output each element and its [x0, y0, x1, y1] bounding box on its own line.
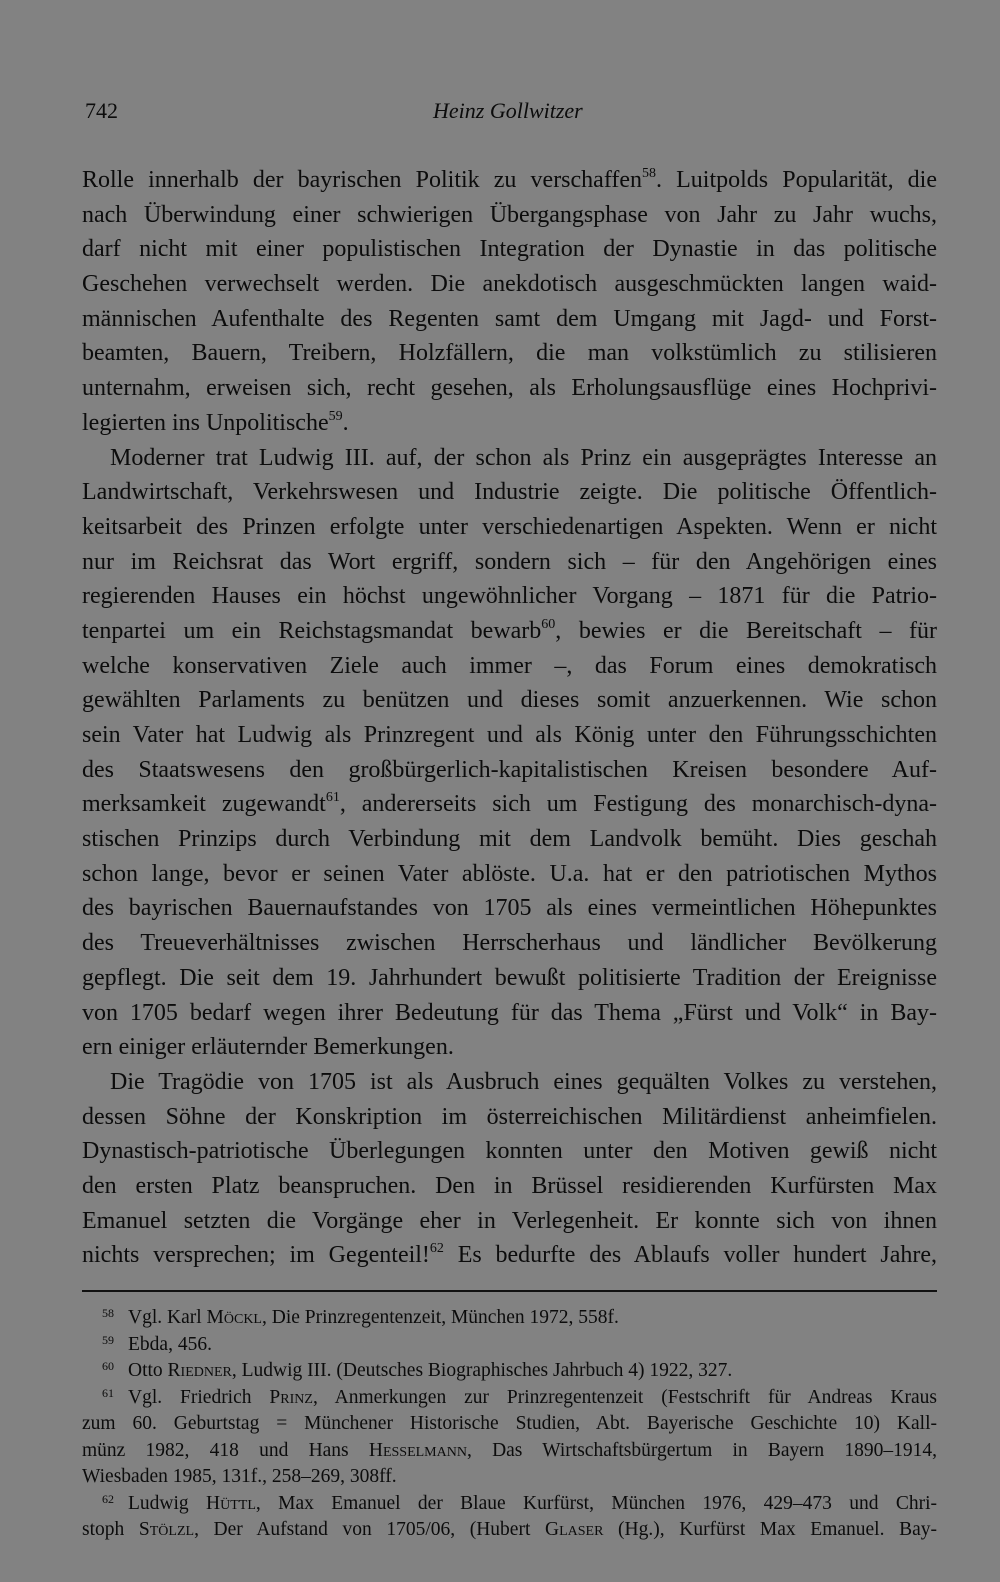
text-line: Dynastisch-patriotische Überlegungen konnten unter den Motiven gewiß nicht	[82, 1138, 937, 1165]
text-line: legierten ins Unpolitische$^{59}$.	[82, 408, 349, 436]
text-line: dessen Söhne der Konskription im österreichischen Militärdienst anheimfielen.	[82, 1103, 937, 1130]
text-line: gewählten Parlaments zu benützen und dieses somit anzuerkennen. Wie schon	[82, 687, 937, 714]
text-line: des bayrischen Bauernaufstandes von 1705 als eines vermeintlichen Höhepunktes	[82, 895, 937, 922]
footnote-rule	[82, 1290, 937, 1292]
text-line: Moderner trat Ludwig III. auf, der schon als Prinz ein ausgeprägtes Interesse an	[110, 444, 937, 471]
text-line: stischen Prinzips durch Verbindung mit dem Landvolk bemüht. Dies geschah	[82, 826, 937, 853]
text-line: sein Vater hat Ludwig als Prinzregent und als König unter den Führungsschichten	[82, 722, 937, 748]
text-line: keitsarbeit des Prinzen erfolgte unter verschiedenartigen Aspekten. Wenn er nicht	[82, 513, 937, 540]
text-line: von 1705 bedarf wegen ihrer Bedeutung für das Thema „Fürst und Volk“ in Bay-	[82, 999, 937, 1026]
text-line: welche konservativen Ziele auch immer –, das Forum eines demokratisch	[82, 652, 937, 679]
footnotes	[82, 1305, 937, 1544]
footnote-59: 59 Ebda, 456.	[102, 1332, 212, 1355]
footnote-ref: 62	[429, 1241, 444, 1257]
text-line: des Treueverhältnisses zwischen Herrscherhaus und ländlicher Bevölkerung	[82, 930, 937, 957]
running-header	[85, 98, 928, 128]
text-line: den ersten Platz beanspruchen. Den in Brüssel residierenden Kurfürsten Max	[82, 1172, 937, 1199]
text-line: Geschehen verwechselt werden. Die anekdotisch ausgeschmückten langen waid-	[82, 271, 937, 298]
footnote-62: 62 Ludwig Hüttl, Max Emanuel der Blaue Kurfürst, München 1976, 429–473 und Chri-	[102, 1491, 937, 1514]
main-text	[82, 163, 937, 1273]
footnote-line: münz 1982, 418 und Hans Hesselmann, Das Wirtschaftsbürgertum in Bayern 1890–1914,	[82, 1439, 937, 1461]
text-line: darf nicht mit einer populistischen Integration der Dynastie in das politische	[82, 236, 937, 263]
text-line: ern einiger erläuternder Bemerkungen.	[82, 1034, 454, 1061]
text-line: des Staatswesens den großbürgerlich-kapitalistischen Kreisen besondere Auf-	[82, 756, 937, 783]
running-head-author: Heinz Gollwitzer	[433, 98, 583, 123]
text-line: nur im Reichsrat das Wort ergriff, sondern sich – für den Angehörigen eines	[82, 548, 937, 575]
footnote-line: zum 60. Geburtstag = Münchener Historische Studien, Abt. Bayerische Geschichte 10) Kall-	[82, 1413, 937, 1434]
footnote-61: 61 Vgl. Friedrich Prinz, Anmerkungen zur Prinzregentenzeit (Festschrift für Andreas Kraus	[102, 1385, 937, 1408]
text-line: schon lange, bevor er seinen Vater ablöste. U.a. hat er den patriotischen Mythos	[82, 860, 937, 887]
text-line: Rolle innerhalb der bayrischen Politik zu verschaffen$^{58}$. Luitpolds Popularität, die	[82, 166, 937, 193]
footnote-ref: 60	[541, 616, 556, 632]
text-line: gepflegt. Die seit dem 19. Jahrhundert bewußt politisierte Tradition der Ereignisse	[82, 964, 937, 991]
text-line: Landwirtschaft, Verkehrswesen und Industrie zeigte. Die politische Öffentlich-	[82, 479, 937, 506]
footnote-ref: 58	[642, 166, 657, 181]
text-line: merksamkeit zugewandt$^{61}$, andererseits sich um Festigung des monarchisch-dyna-	[82, 790, 937, 818]
text-line: beamten, Bauern, Treibern, Holzfällern, die man volkstümlich zu stilisieren	[82, 340, 937, 367]
footnote-line: Wiesbaden 1985, 131f., 258–269, 308ff.	[82, 1466, 397, 1487]
text-line: Emanuel setzten die Vorgänge eher in Verlegenheit. Er konnte sich von ihnen	[82, 1207, 937, 1234]
footnote-ref: 61	[325, 790, 340, 806]
text-line: unternahm, erweisen sich, recht gesehen, als Erholungsausflüge eines Hochprivi-	[82, 375, 937, 402]
text-line: Die Tragödie von 1705 ist als Ausbruch eines gequälten Volkes zu verstehen,	[110, 1068, 937, 1095]
footnote-58: 58 Vgl. Karl Möckl, Die Prinzregentenzeit, München 1972, 558f.	[102, 1306, 619, 1328]
footnote-60: 60 Otto Riedner, Ludwig III. (Deutsches Biographisches Jahrbuch 4) 1922, 327.	[102, 1359, 733, 1381]
footnote-line: stoph Stölzl, Der Aufstand von 1705/06, (Hubert Glaser (Hg.), Kurfürst Max Emanuel. Bay-	[82, 1519, 937, 1540]
text-line: männischen Aufenthalte des Regenten samt dem Umgang mit Jagd- und Forst-	[82, 305, 937, 332]
page-number: 742	[85, 98, 118, 123]
footnote-ref: 59	[328, 408, 343, 424]
text-line: nichts versprechen; im Gegenteil!$^{62}$ Es bedurfte des Ablaufs voller hundert Jahre,	[82, 1241, 937, 1269]
text-line: nach Überwindung einer schwierigen Übergangsphase von Jahr zu Jahr wuchs,	[82, 201, 937, 228]
text-line: tenpartei um ein Reichstagsmandat bewarb$^{60}$, bewies er die Bereitschaft – für	[82, 616, 937, 644]
text-line: regierenden Hauses ein höchst ungewöhnlicher Vorgang – 1871 für die Patrio-	[82, 583, 937, 610]
